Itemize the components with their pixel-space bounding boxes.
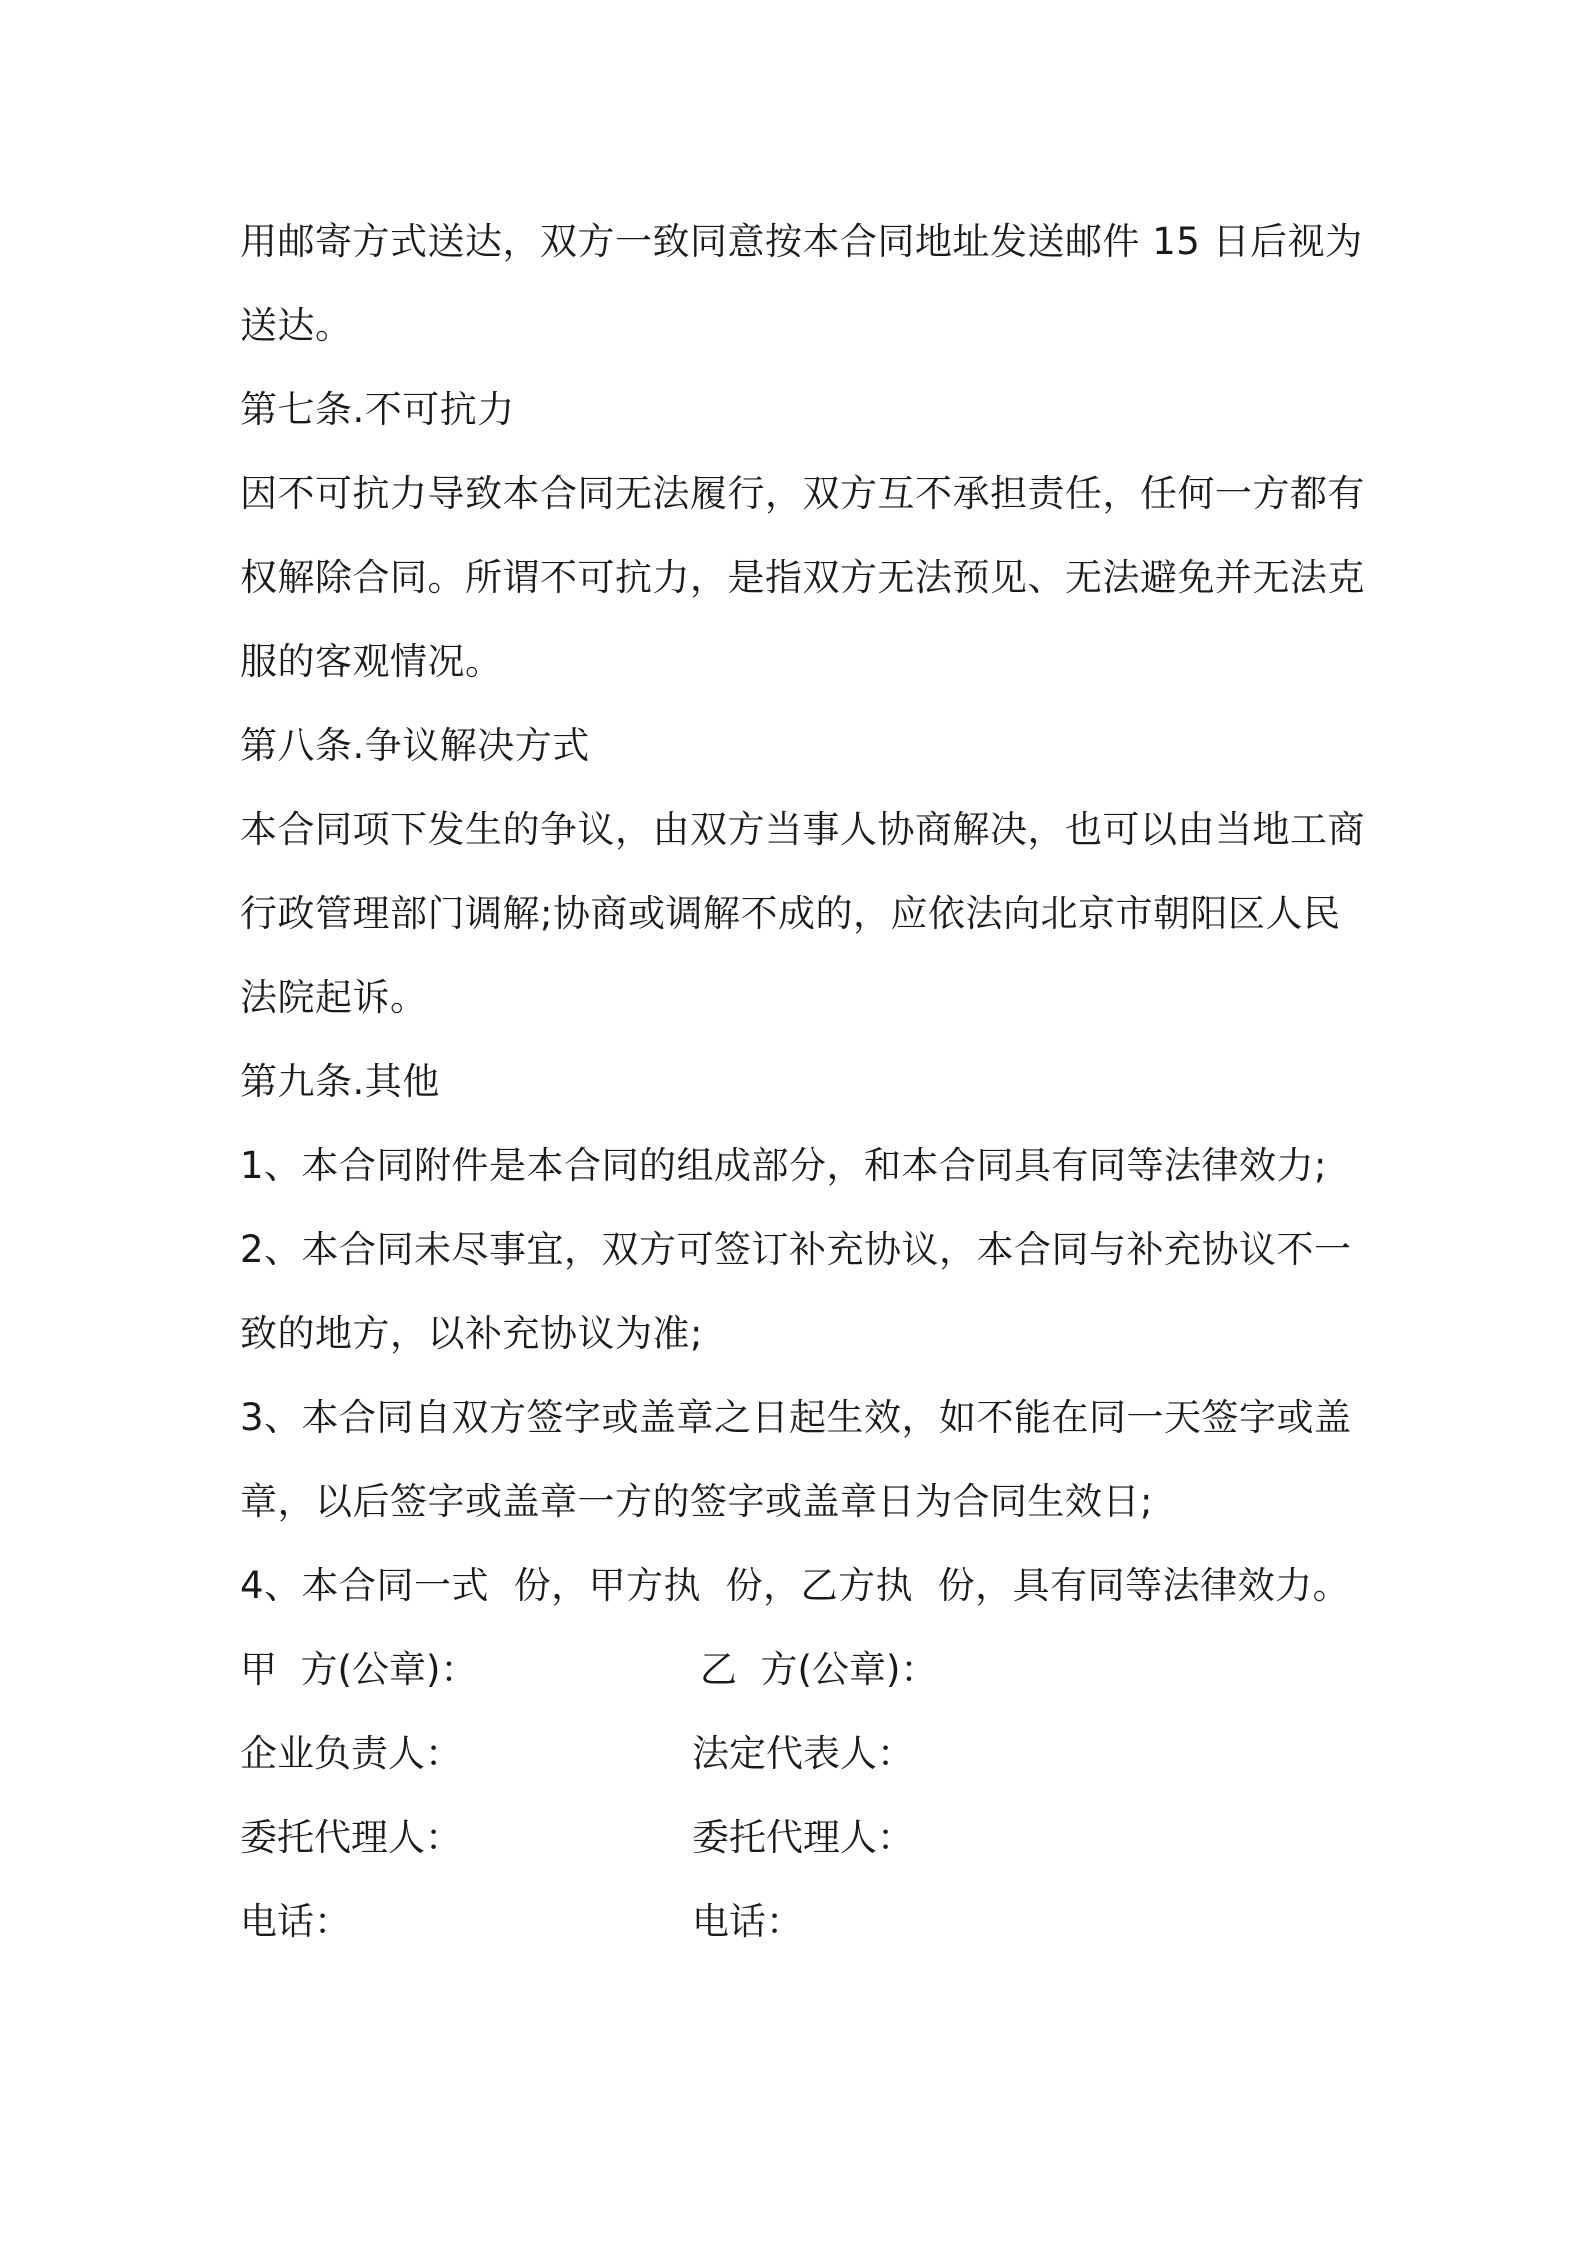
document-body — [240, 200, 1365, 1964]
party-b-phone-label: 电话： — [692, 1900, 803, 1943]
paragraph-line: 因不可抗力导致本合同无法履行，双方互不承担责任，任何一方都有 — [240, 472, 1365, 515]
clause-1: 1、本合同附件是本合同的组成部分，和本合同具有同等法律效力; — [240, 1144, 1328, 1187]
article-7-heading: 第七条.不可抗力 — [240, 388, 515, 431]
signature-row-representative — [240, 1712, 1360, 1796]
paragraph-line: 本合同项下发生的争议，由双方当事人协商解决，也可以由当地工商 — [240, 808, 1365, 851]
clause-2: 2、本合同未尽事宜，双方可签订补充协议，本合同与补充协议不一 — [240, 1228, 1352, 1271]
party-a-seal-label: 甲 方(公章)： — [240, 1648, 478, 1691]
party-a-phone-label: 电话： — [240, 1900, 351, 1943]
party-b-agent-label: 委托代理人： — [692, 1816, 914, 1859]
clause-3: 3、本合同自双方签字或盖章之日起生效，如不能在同一天签字或盖 — [240, 1396, 1352, 1439]
party-a-agent-label: 委托代理人： — [240, 1816, 462, 1859]
article-9-heading: 第九条.其他 — [240, 1060, 440, 1103]
clause-2-continued: 致的地方，以补充协议为准; — [240, 1312, 703, 1355]
party-b-legal-rep-label: 法定代表人： — [692, 1732, 914, 1775]
signature-row-phone — [240, 1880, 1360, 1964]
paragraph-line: 行政管理部门调解;协商或调解不成的，应依法向北京市朝阳区人民 — [240, 892, 1341, 935]
party-b-seal-label: 乙 方(公章)： — [700, 1648, 938, 1691]
clause-4: 4、本合同一式 份，甲方执 份，乙方执 份，具有同等法律效力。 — [240, 1564, 1351, 1607]
signature-row-seal — [240, 1628, 1360, 1712]
paragraph-line: 用邮寄方式送达，双方一致同意按本合同地址发送邮件 15 日后视为 — [240, 220, 1363, 263]
paragraph-line: 法院起诉。 — [240, 976, 428, 1019]
article-8-heading: 第八条.争议解决方式 — [240, 724, 590, 767]
paragraph-line: 送达。 — [240, 304, 353, 347]
party-a-responsible-label: 企业负责人： — [240, 1732, 462, 1775]
paragraph-line: 服的客观情况。 — [240, 640, 503, 683]
signature-row-agent — [240, 1796, 1360, 1880]
paragraph-line: 权解除合同。所谓不可抗力，是指双方无法预见、无法避免并无法克 — [240, 556, 1365, 599]
clause-3-continued: 章，以后签字或盖章一方的签字或盖章日为合同生效日; — [240, 1480, 1153, 1523]
